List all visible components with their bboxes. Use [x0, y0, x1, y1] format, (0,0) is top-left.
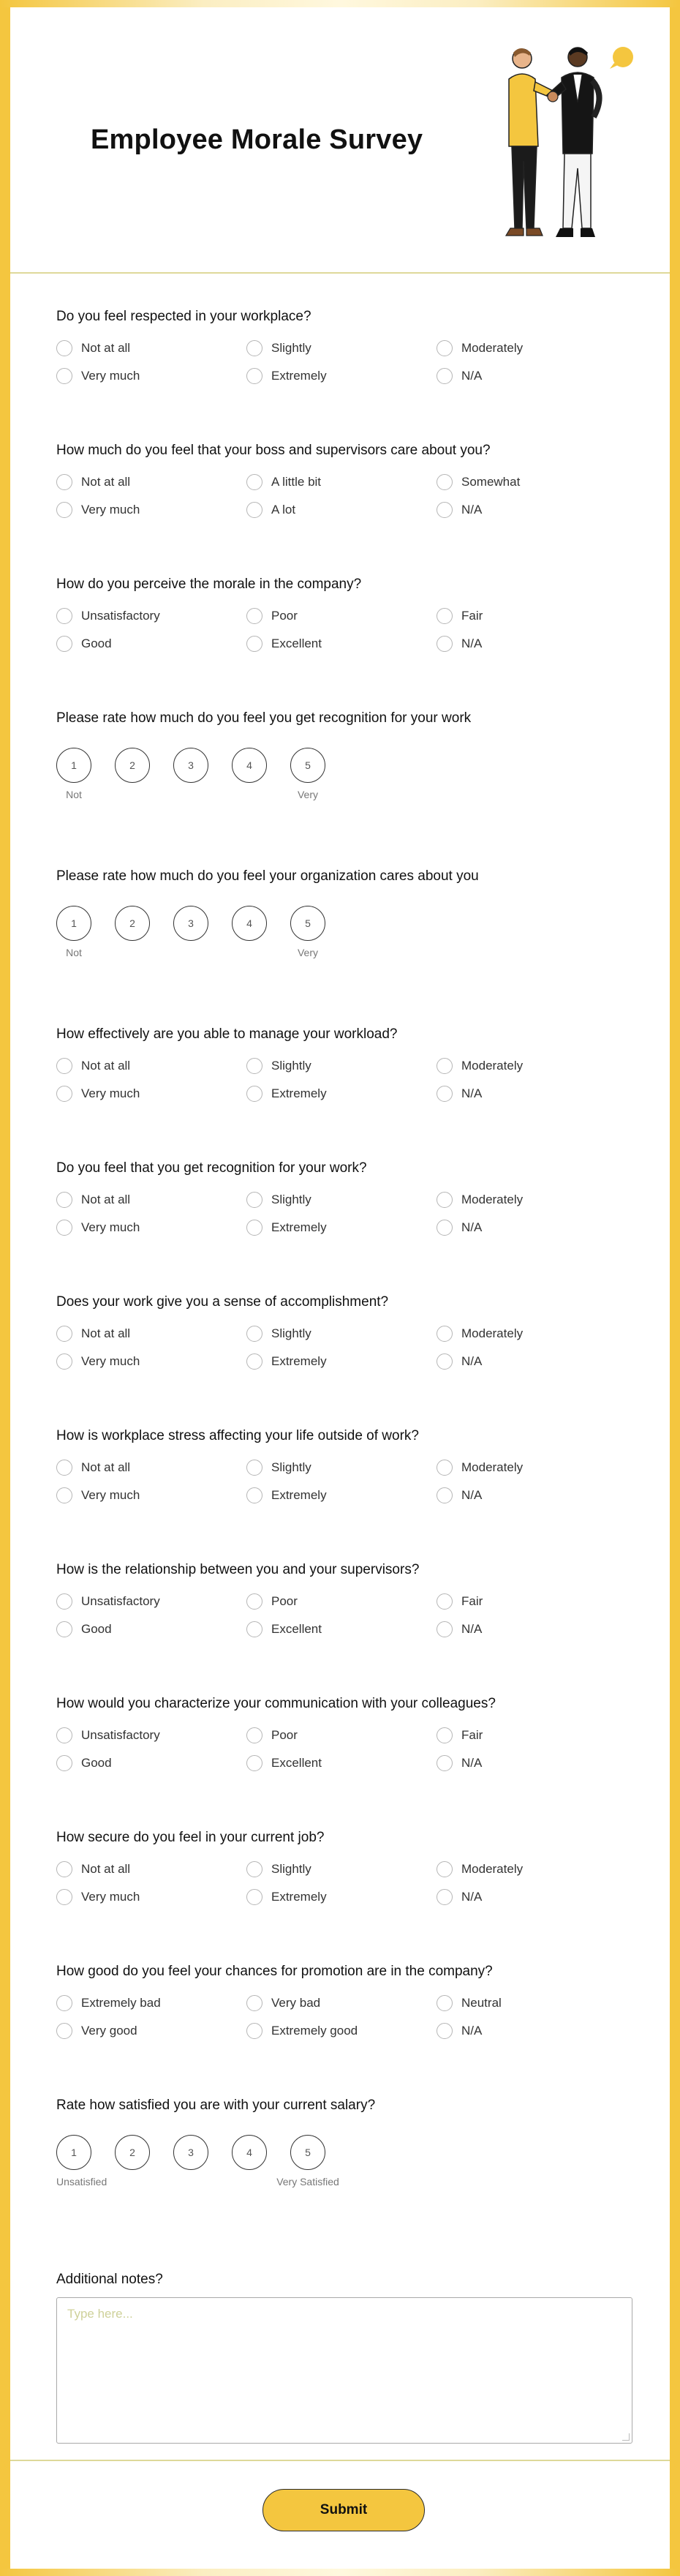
radio-button[interactable] — [437, 636, 453, 652]
radio-button[interactable] — [437, 1487, 453, 1503]
scale-high-label: Very — [297, 789, 318, 800]
question-label: How much do you feel that your boss and supervisors care about you? — [56, 443, 491, 458]
radio-option-label: Poor — [271, 1728, 298, 1742]
radio-option[interactable] — [437, 340, 627, 356]
radio-option-label: Somewhat — [461, 475, 521, 489]
radio-button[interactable] — [246, 1086, 262, 1102]
radio-option-label: N/A — [461, 1622, 483, 1636]
top-accent-bar — [0, 0, 680, 7]
rating-option-1[interactable]: 1 — [56, 748, 91, 783]
radio-option[interactable] — [437, 636, 627, 652]
radio-option-label: Slightly — [271, 1193, 311, 1206]
radio-option[interactable] — [56, 608, 246, 624]
radio-button[interactable] — [437, 1326, 453, 1342]
radio-button[interactable] — [437, 1727, 453, 1743]
radio-option-label: Very much — [81, 369, 140, 383]
radio-option[interactable] — [246, 1192, 437, 1208]
radio-button[interactable] — [437, 1593, 453, 1610]
radio-button[interactable] — [246, 1192, 262, 1208]
radio-option-label: Extremely — [271, 1086, 327, 1100]
radio-button[interactable] — [56, 1593, 72, 1610]
radio-option[interactable] — [437, 502, 627, 518]
radio-option[interactable] — [246, 2023, 437, 2039]
radio-option-label: Fair — [461, 1594, 483, 1608]
radio-button[interactable] — [437, 340, 453, 356]
radio-option-label: N/A — [461, 1086, 483, 1100]
notes-section — [56, 2271, 632, 2444]
option-grid — [56, 1995, 634, 2039]
form-header — [10, 7, 670, 274]
radio-option-label: N/A — [461, 1488, 483, 1502]
radio-button[interactable] — [437, 1460, 453, 1476]
radio-option-label: Very much — [81, 1354, 140, 1368]
radio-option[interactable] — [437, 1058, 627, 1074]
radio-button[interactable] — [246, 2023, 262, 2039]
radio-button[interactable] — [437, 1861, 453, 1877]
radio-option[interactable] — [437, 1460, 627, 1476]
radio-option[interactable] — [437, 1995, 627, 2011]
notes-placeholder: Type here... — [67, 2307, 133, 2321]
radio-option-label: N/A — [461, 503, 483, 517]
notes-textarea[interactable] — [56, 2297, 632, 2444]
radio-option-label: Not at all — [81, 341, 131, 355]
rating-option-5[interactable]: 5 — [290, 2135, 325, 2170]
radio-option-label: Slightly — [271, 1460, 311, 1474]
radio-button[interactable] — [437, 368, 453, 384]
radio-option-label: Not at all — [81, 475, 131, 489]
rating-option-4[interactable]: 4 — [232, 906, 267, 941]
radio-option[interactable] — [56, 1460, 246, 1476]
radio-option[interactable] — [246, 340, 437, 356]
radio-option-label: Unsatisfactory — [81, 1594, 160, 1608]
rating-option-3[interactable]: 3 — [173, 2135, 208, 2170]
scale-end-labels — [56, 789, 634, 803]
handshake-illustration — [477, 37, 645, 256]
radio-option[interactable] — [246, 1086, 437, 1102]
radio-option-label: Not at all — [81, 1460, 131, 1474]
radio-button[interactable] — [437, 1220, 453, 1236]
radio-option[interactable] — [437, 474, 627, 490]
radio-button[interactable] — [437, 2023, 453, 2039]
option-grid — [56, 340, 634, 384]
radio-button[interactable] — [56, 368, 72, 384]
rating-option-1[interactable]: 1 — [56, 906, 91, 941]
rating-scale — [56, 2135, 634, 2170]
radio-button[interactable] — [56, 502, 72, 518]
radio-option[interactable] — [437, 608, 627, 624]
radio-option[interactable] — [246, 608, 437, 624]
radio-button[interactable] — [56, 1621, 72, 1637]
rating-option-2[interactable]: 2 — [115, 2135, 150, 2170]
radio-option-label: Very much — [81, 1086, 140, 1100]
radio-option-label: Extremely — [271, 1220, 327, 1234]
radio-option[interactable] — [437, 1192, 627, 1208]
radio-option[interactable] — [56, 1755, 246, 1771]
radio-option-label: A lot — [271, 503, 296, 517]
radio-option-label: Moderately — [461, 1460, 524, 1474]
radio-option[interactable] — [246, 1889, 437, 1905]
radio-option[interactable] — [437, 1861, 627, 1877]
radio-option[interactable] — [246, 1861, 437, 1877]
radio-button[interactable] — [56, 1755, 72, 1771]
submit-button[interactable]: Submit — [262, 2489, 425, 2531]
radio-option[interactable] — [246, 1487, 437, 1503]
rating-option-3[interactable]: 3 — [173, 906, 208, 941]
radio-button[interactable] — [246, 1058, 262, 1074]
radio-option-label: Poor — [271, 609, 298, 623]
question-block — [56, 1160, 634, 1236]
radio-option[interactable] — [246, 1460, 437, 1476]
radio-option[interactable] — [437, 1353, 627, 1370]
question-block — [56, 576, 634, 652]
radio-button[interactable] — [246, 636, 262, 652]
radio-option[interactable] — [56, 1593, 246, 1610]
radio-option[interactable] — [437, 1220, 627, 1236]
radio-option-label: Moderately — [461, 1193, 524, 1206]
radio-option-label: Good — [81, 1622, 112, 1636]
radio-button[interactable] — [56, 1353, 72, 1370]
rating-option-5[interactable]: 5 — [290, 748, 325, 783]
radio-button[interactable] — [56, 1192, 72, 1208]
question-block — [56, 1963, 634, 2039]
question-block — [56, 868, 634, 961]
option-grid — [56, 1460, 634, 1503]
radio-button[interactable] — [56, 1861, 72, 1877]
scale-end-labels — [56, 2176, 634, 2190]
radio-option[interactable] — [437, 1889, 627, 1905]
bottom-accent-bar — [0, 2569, 680, 2576]
scale-low-label: Not — [66, 947, 82, 958]
radio-option[interactable] — [56, 1058, 246, 1074]
radio-option-label: N/A — [461, 2024, 483, 2038]
radio-option[interactable] — [56, 1220, 246, 1236]
radio-button[interactable] — [56, 340, 72, 356]
radio-option-label: A little bit — [271, 475, 322, 489]
option-grid — [56, 1192, 634, 1236]
radio-button[interactable] — [56, 1086, 72, 1102]
radio-button[interactable] — [437, 1755, 453, 1771]
scale-low-label: Not — [66, 789, 82, 800]
radio-option[interactable] — [246, 368, 437, 384]
option-grid — [56, 1326, 634, 1370]
notes-label: Additional notes? — [56, 2272, 163, 2287]
radio-option-label: Extremely — [271, 1354, 327, 1368]
radio-option-label: Neutral — [461, 1996, 502, 2010]
radio-button[interactable] — [56, 636, 72, 652]
radio-button[interactable] — [56, 1487, 72, 1503]
radio-option-label: Moderately — [461, 341, 524, 355]
question-block — [56, 1561, 634, 1637]
radio-option-label: Fair — [461, 609, 483, 623]
question-label: Do you feel that you get recognition for your work? — [56, 1160, 367, 1176]
question-label: How good do you feel your chances for promotion are in the company? — [56, 1964, 493, 1979]
radio-option-label: Not at all — [81, 1193, 131, 1206]
radio-option-label: Moderately — [461, 1059, 524, 1073]
radio-option-label: Not at all — [81, 1059, 131, 1073]
radio-button[interactable] — [246, 1621, 262, 1637]
radio-button[interactable] — [437, 1192, 453, 1208]
question-block — [56, 1427, 634, 1503]
scale-high-label: Very — [297, 947, 318, 958]
radio-option-label: Excellent — [271, 637, 322, 650]
radio-button[interactable] — [437, 474, 453, 490]
radio-option[interactable] — [56, 1487, 246, 1503]
radio-button[interactable] — [246, 340, 262, 356]
radio-option[interactable] — [56, 1192, 246, 1208]
radio-button[interactable] — [246, 1220, 262, 1236]
radio-option-label: Slightly — [271, 341, 311, 355]
radio-option[interactable] — [437, 1487, 627, 1503]
radio-option-label: Extremely — [271, 369, 327, 383]
question-block — [56, 1026, 634, 1102]
question-label: How would you characterize your communication with your colleagues? — [56, 1696, 496, 1711]
radio-option[interactable] — [246, 1995, 437, 2011]
question-block — [56, 442, 634, 518]
question-label: How is workplace stress affecting your life outside of work? — [56, 1428, 419, 1443]
radio-button[interactable] — [246, 1995, 262, 2011]
radio-option-label: Slightly — [271, 1059, 311, 1073]
radio-button[interactable] — [56, 1460, 72, 1476]
option-grid — [56, 608, 634, 652]
radio-option-label: Very good — [81, 2024, 137, 2038]
radio-button[interactable] — [437, 1058, 453, 1074]
radio-button[interactable] — [246, 1353, 262, 1370]
radio-button[interactable] — [56, 1995, 72, 2011]
question-block — [56, 1695, 634, 1771]
scale-low-label: Unsatisfied — [56, 2176, 107, 2188]
option-grid — [56, 474, 634, 518]
radio-button[interactable] — [246, 1861, 262, 1877]
radio-option-label: Good — [81, 637, 112, 650]
radio-option-label: Extremely bad — [81, 1996, 161, 2010]
question-block — [56, 1829, 634, 1905]
radio-option[interactable] — [246, 1326, 437, 1342]
radio-option-label: Poor — [271, 1594, 298, 1608]
rating-option-4[interactable]: 4 — [232, 2135, 267, 2170]
radio-option-label: Extremely — [271, 1488, 327, 1502]
radio-option-label: N/A — [461, 1890, 483, 1904]
radio-option[interactable] — [246, 636, 437, 652]
radio-option[interactable] — [437, 1326, 627, 1342]
rating-option-5[interactable]: 5 — [290, 906, 325, 941]
question-label: Rate how satisfied you are with your current salary? — [56, 2098, 376, 2113]
radio-button[interactable] — [56, 1326, 72, 1342]
radio-button[interactable] — [437, 1889, 453, 1905]
radio-button[interactable] — [437, 1621, 453, 1637]
question-label: Please rate how much do you feel your organization cares about you — [56, 868, 479, 884]
radio-option-label: Moderately — [461, 1326, 524, 1340]
radio-button[interactable] — [246, 502, 262, 518]
radio-button[interactable] — [246, 1889, 262, 1905]
radio-option-label: Not at all — [81, 1326, 131, 1340]
rating-option-1[interactable]: 1 — [56, 2135, 91, 2170]
radio-button[interactable] — [437, 1995, 453, 2011]
radio-option[interactable] — [56, 1995, 246, 2011]
radio-option-label: Very bad — [271, 1996, 321, 2010]
radio-option[interactable] — [56, 1326, 246, 1342]
radio-option[interactable] — [56, 1086, 246, 1102]
radio-button[interactable] — [56, 2023, 72, 2039]
radio-button[interactable] — [246, 1326, 262, 1342]
rating-scale — [56, 906, 634, 941]
option-grid — [56, 1861, 634, 1905]
radio-option[interactable] — [56, 502, 246, 518]
radio-button[interactable] — [246, 368, 262, 384]
question-block — [56, 308, 634, 384]
option-grid — [56, 1727, 634, 1771]
rating-scale — [56, 748, 634, 783]
radio-option[interactable] — [437, 1755, 627, 1771]
radio-option[interactable] — [56, 636, 246, 652]
question-label: Do you feel respected in your workplace? — [56, 309, 311, 324]
radio-button[interactable] — [56, 608, 72, 624]
radio-option-label: Not at all — [81, 1862, 131, 1876]
radio-option[interactable] — [437, 368, 627, 384]
radio-option[interactable] — [56, 340, 246, 356]
radio-button[interactable] — [246, 474, 262, 490]
scale-high-label: Very Satisfied — [276, 2176, 339, 2188]
rating-option-3[interactable]: 3 — [173, 748, 208, 783]
form-footer — [10, 2460, 670, 2569]
radio-button[interactable] — [246, 1460, 262, 1476]
radio-option[interactable] — [437, 1621, 627, 1637]
radio-option[interactable] — [437, 1593, 627, 1610]
scale-end-labels — [56, 947, 634, 961]
option-grid — [56, 1058, 634, 1102]
question-label: Please rate how much do you feel you get recognition for your work — [56, 710, 472, 726]
radio-option[interactable] — [246, 1058, 437, 1074]
radio-option[interactable] — [56, 474, 246, 490]
resize-handle-icon[interactable] — [622, 2433, 630, 2441]
rating-option-2[interactable]: 2 — [115, 748, 150, 783]
radio-option-label: Excellent — [271, 1622, 322, 1636]
radio-button[interactable] — [56, 1220, 72, 1236]
radio-option[interactable] — [56, 368, 246, 384]
question-label: How do you perceive the morale in the company? — [56, 577, 362, 592]
radio-option-label: Slightly — [271, 1862, 311, 1876]
radio-option[interactable] — [437, 1086, 627, 1102]
radio-option-label: N/A — [461, 369, 483, 383]
radio-option-label: Slightly — [271, 1326, 311, 1340]
radio-option[interactable] — [56, 1861, 246, 1877]
radio-option-label: Extremely — [271, 1890, 327, 1904]
radio-button[interactable] — [246, 1755, 262, 1771]
question-label: How effectively are you able to manage your workload? — [56, 1026, 398, 1042]
radio-option-label: Very much — [81, 503, 140, 517]
radio-option-label: Extremely good — [271, 2024, 358, 2038]
radio-option[interactable] — [246, 1353, 437, 1370]
question-block — [56, 1293, 634, 1370]
radio-option-label: Fair — [461, 1728, 483, 1742]
radio-option-label: N/A — [461, 1354, 483, 1368]
radio-option[interactable] — [56, 1889, 246, 1905]
radio-option[interactable] — [246, 1593, 437, 1610]
radio-option-label: Good — [81, 1756, 112, 1770]
radio-option[interactable] — [246, 1755, 437, 1771]
radio-button[interactable] — [56, 1889, 72, 1905]
radio-option[interactable] — [246, 1621, 437, 1637]
radio-button[interactable] — [56, 474, 72, 490]
radio-option[interactable] — [437, 1727, 627, 1743]
radio-button[interactable] — [437, 608, 453, 624]
question-label: How secure do you feel in your current job? — [56, 1830, 325, 1845]
radio-option[interactable] — [56, 2023, 246, 2039]
rating-option-2[interactable]: 2 — [115, 906, 150, 941]
radio-option-label: Very much — [81, 1890, 140, 1904]
option-grid — [56, 1593, 634, 1637]
radio-option[interactable] — [56, 1621, 246, 1637]
radio-option[interactable] — [246, 1727, 437, 1743]
survey-card — [10, 7, 670, 2569]
radio-option-label: Excellent — [271, 1756, 322, 1770]
question-block — [56, 710, 634, 803]
radio-option[interactable] — [246, 502, 437, 518]
radio-button[interactable] — [437, 1353, 453, 1370]
radio-option[interactable] — [56, 1353, 246, 1370]
form-title: Employee Morale Survey — [91, 124, 423, 155]
radio-button[interactable] — [56, 1058, 72, 1074]
radio-button[interactable] — [437, 1086, 453, 1102]
radio-button[interactable] — [246, 1593, 262, 1610]
question-label: How is the relationship between you and your supervisors? — [56, 1562, 420, 1577]
question-block — [56, 2097, 634, 2190]
radio-button[interactable] — [246, 608, 262, 624]
rating-option-4[interactable]: 4 — [232, 748, 267, 783]
radio-option[interactable] — [437, 2023, 627, 2039]
radio-option-label: Unsatisfactory — [81, 609, 160, 623]
radio-option-label: Very much — [81, 1488, 140, 1502]
radio-option-label: N/A — [461, 1220, 483, 1234]
radio-option-label: N/A — [461, 1756, 483, 1770]
radio-button[interactable] — [246, 1487, 262, 1503]
radio-button[interactable] — [437, 502, 453, 518]
radio-button[interactable] — [56, 1727, 72, 1743]
question-label: Does your work give you a sense of accomplishment? — [56, 1294, 389, 1310]
radio-option-label: Very much — [81, 1220, 140, 1234]
radio-button[interactable] — [246, 1727, 262, 1743]
radio-option[interactable] — [56, 1727, 246, 1743]
radio-option-label: N/A — [461, 637, 483, 650]
radio-option[interactable] — [246, 1220, 437, 1236]
radio-option-label: Unsatisfactory — [81, 1728, 160, 1742]
radio-option[interactable] — [246, 474, 437, 490]
radio-option-label: Moderately — [461, 1862, 524, 1876]
